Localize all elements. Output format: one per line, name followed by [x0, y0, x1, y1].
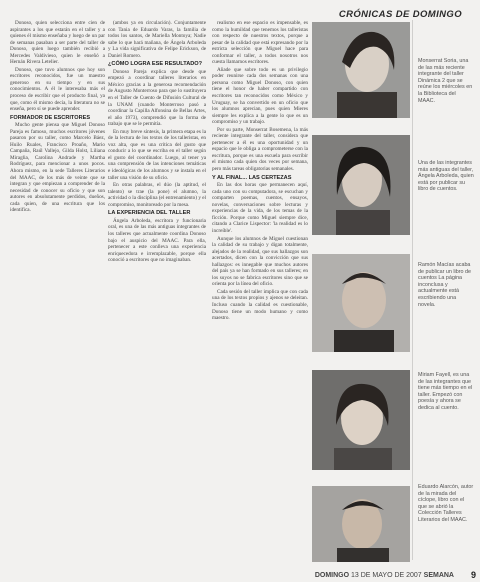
paragraph: En muy breve síntesis, la primera etapa es la de la lectura de los textos de los talleristas, en voz alta, que es una crítica del gusto que conducir a lo que se escriba en el taller según el gusto del coordinador. Luego, al tener ya una comprensión de las intenciones temáticas e ideológicas de los alumnos y se instala en el taller una visión de su oficio.	[108, 128, 206, 181]
article-column-1	[10, 20, 105, 215]
subheading: ¿CÓMO LOGRA ESE RESULTADO?	[108, 61, 203, 68]
photo-caption-3: Ramón Macías acaba de publicar un libro de cuentos La página inconclusa y actualmente está escribiendo una novela.	[418, 262, 472, 308]
paragraph: Por su parte, Monserrat Bosemena, la más reciente integrante del taller, considera que pertenecer a él es una oportunidad y un espacio que le obliga a comprometerse con la escritura, porque es una escuela para escribir el mismo cada quien dos veces por semana, pero más tareas obligatorias semanales.	[212, 126, 308, 173]
photo-caption-5: Eduardo Alarcón, autor de la mirada del cíclope, libro con el que se abrió la Colección Talleres Literarios del MAAC.	[418, 484, 474, 523]
paragraph: Ángela Arboleda, escritora y funcionaria oral, es una de las más antiguas integrantes de los talleres que actualmente coordina Donoso bajo el auspicio del MAAC. Para ella, pertenecer a este conlleva una experiencia enriquecedora e irremplazable, porque ella conoció a escritores que no imaginaban.	[108, 217, 206, 264]
photo-caption-2: Una de las integrantes más antiguas del taller, Ángela Arboleda, quien está por publicar su libro de cuentos.	[418, 160, 474, 193]
article-column-3	[212, 20, 308, 323]
subheading: Y AL FINAL... LAS CERTEZAS	[212, 174, 292, 181]
paragraph: Donoso, que tuvo alumnos que hoy son escritores reconocidos, fue un maestro generoso en su tiempo y en sus conocimientos. A él le interesaba más el proceso de escribir que el producto final, ya que, como él mismo decía, la literatura no se enseña, pero sí se puede aprender.	[10, 66, 105, 113]
paragraph: Añade que sobre todo es un privilegio poder reunirse cada dos semanas con una persona como Miguel Donoso, con quien tiene el honor de haber compartido con escritores tan reconocidos como México y Uruguay, se ha convertido en un oficio que los alumnos aprecian, pues quien Mieres siempre les explica a la gente lo que es un compromiso y un trabajo.	[212, 66, 308, 126]
footer-section: DOMINGO	[314, 572, 350, 579]
paragraph: Mucho gente piensa que Miguel Donoso Pareja es famoso, muchos escritores jóvenes pasaron por su taller, como Marcelo Báez, Huilo Ruales, Francisco Proaño, Mario Campaña, Raúl Vallejo, Gilda Holst, Liliana Miraglia, Carolina Andrade y Martha Rodríguez, para mencionar a unos pocos. Ahora mismo, en la sede Talleres Literarios del MAAC, de los más de veinte que se integran y que empiezan a comprender de la necesidad de conocer su oficio y que son autores en absolutamente perdidos, dueños, cada quien, de una escritura que los identifica.	[10, 122, 105, 214]
subheading: LA EXPERIENCIA DEL TALLER	[108, 210, 191, 217]
footer-date: 13 DE MAYO DE 2007	[351, 572, 422, 579]
paragraph: realismo en ese espacio es impensable, es como la humildad que tenemos los talleristas con respecto de nuestros textos, porque a pesar de la calidad que está expresando por la estricta selección que Miguel hace para conformar el taller, a todos nosotros nos cuesta llamarnos escritores.	[212, 20, 308, 66]
portrait-photo-eduardo	[312, 486, 410, 562]
subheading: FORMADOR DE ESCRITORES	[10, 114, 91, 121]
paragraph: Cada sesión del taller implica que con cada una de los textos propios y ajenos se deleitan. Incluso cuando la calidad es cuestionable, Donoso tiene un modo humano y como maestro.	[212, 288, 308, 322]
paragraph: (ambos ya en circulación). Conjuntamente con Tania de Eduardo Varas, la familia de todos los santos, de Mariella Montoya; Nadie sabe lo que hará mañana, de Ángela Arboleda y La vida significativa de Felipe Erickson, de Daniel Romero.	[108, 20, 206, 59]
paragraph: En otras palabras, el dúo (la aptitud, el talento) se trae (la pone) el alumno, la actividad o la disciplina (el entrenamiento) y el compromiso, monitoreado por la mesa.	[108, 182, 206, 208]
page-footer	[315, 572, 454, 579]
portrait-photo-miriam	[312, 370, 410, 470]
section-header: CRÓNICAS DE DOMINGO	[338, 9, 462, 20]
paragraph: Aunque los alumnos de Miguel cuestionan la calidad de su trabajo y digan totalmente, alejados de la realidad, que sus hallazgos son acertados, dicen con la convicción que sus hallazgos: es innegable que muchos autores del país ya se han formado en sus talleres; en los suyos no se fabrica escritores sino que se orienta por la línea del oficio.	[212, 235, 308, 288]
footer-magazine: SEMANA	[423, 572, 454, 579]
photo-caption-4: Miriam Fayell, es una de las integrantes que tiene más tiempo en el taller. Empezó con poesía y ahora se dedica al cuento.	[418, 372, 473, 411]
portrait-photo-angela	[312, 135, 410, 235]
photo-caption-1: Monserrat Soria, una de las más reciente integrante del taller Dinámica 2 que se reúne los miércoles en la Biblioteca del MAAC.	[418, 58, 473, 104]
page-number: 9	[470, 570, 476, 580]
article-column-2	[108, 20, 206, 265]
paragraph: Donoso Pareja explica que desde que empezó a coordinar talleres literarios en México gracias a la generosa recomendación de Augusto Monterroso para que lo sustituyera en el Taller de Cuento de Difusión Cultural de la UNAM (cuando Monterroso pasó a coordinar la Capilla Alfonsina de Bellas Artes, el año 1973), comprendió que la forma de trabajo que se le permitía.	[108, 68, 206, 128]
portrait-photo-monserrat	[312, 22, 410, 118]
paragraph: Donoso, quien selecciona entre cien de aspirantes a los que estarán en el taller y a quienes él mismo enseñaba y luego de un par de semanas pasaban a ser parte del taller de Donoso, quien luego también recibió a Mercedes Valdivieso, quien le enseñó a Hernán Rivera Letelier.	[10, 20, 105, 66]
column-divider	[412, 20, 413, 560]
portrait-photo-ramon	[312, 254, 410, 352]
paragraph: En las dos horas que permanecen aquí, cada uno con su computadora, se escuchan y comparten poemas, cuentos, ensayos, novelas, conversaciones sobre lecturas y experiencias de la vida, de los temas de la ficción. Porque como Miguel siempre dice, citando a Clarice Lispector: 'la realidad es lo increíble'.	[212, 182, 308, 234]
